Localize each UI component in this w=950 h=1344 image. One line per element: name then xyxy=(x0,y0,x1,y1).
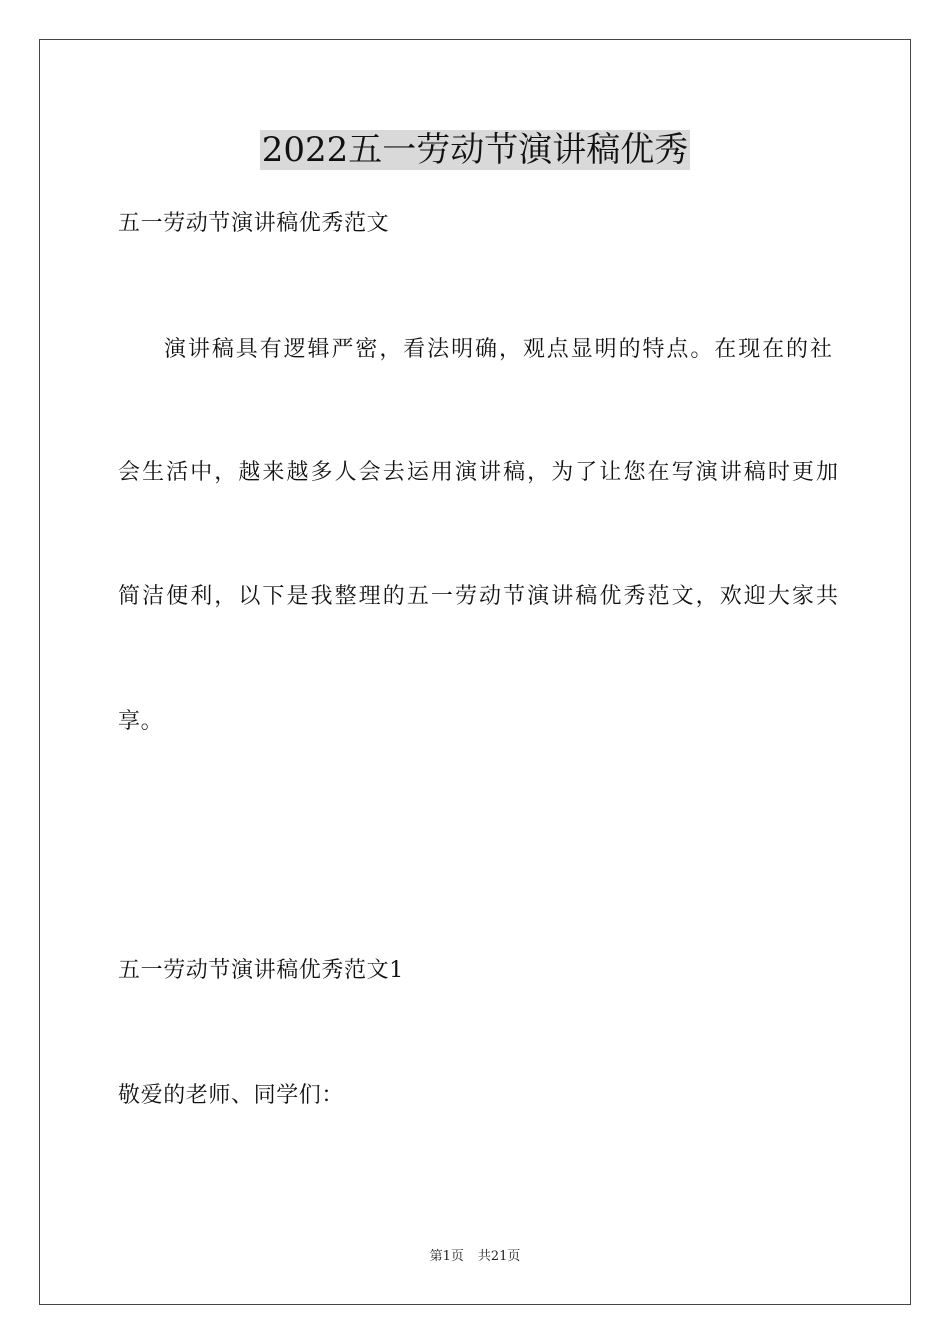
section-heading: 五一劳动节演讲稿优秀范文1 xyxy=(118,958,404,983)
document-title xyxy=(0,128,950,172)
page-footer xyxy=(0,1248,950,1266)
paragraph-line: 会生活中，越来越多人会去运用演讲稿，为了让您在写演讲稿时更加 xyxy=(118,460,838,485)
paragraph-line: 简洁便利，以下是我整理的五一劳动节演讲稿优秀范文，欢迎大家共 xyxy=(118,584,838,609)
paragraph-line: 演讲稿具有逻辑严密，看法明确，观点显明的特点。在现在的社 xyxy=(164,337,832,362)
page-number-total: 共21页 xyxy=(477,1249,521,1264)
document-title-text: 2022五一劳动节演讲稿优秀 xyxy=(261,130,689,170)
paragraph-line: 享。 xyxy=(118,709,164,734)
document-subtitle: 五一劳动节演讲稿优秀范文 xyxy=(118,211,390,236)
greeting-line: 敬爱的老师、同学们： xyxy=(118,1083,345,1108)
page-number-current: 第1页 xyxy=(429,1249,464,1264)
